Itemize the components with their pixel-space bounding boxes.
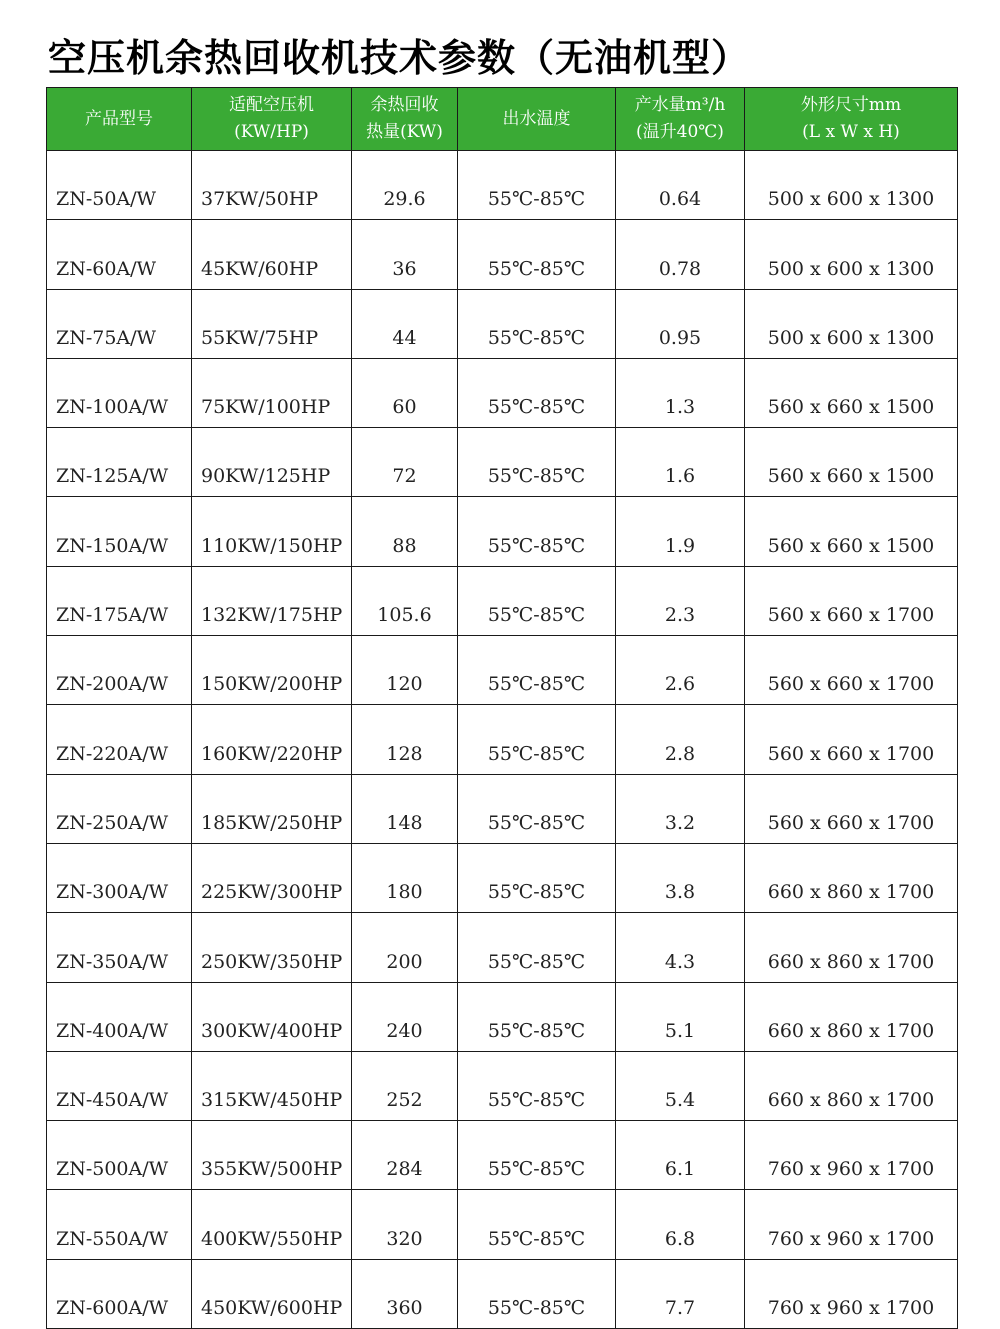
- outlet-temp-cell: 55℃-85℃: [458, 913, 616, 982]
- compressor-cell: 185KW/250HP: [192, 774, 352, 843]
- table-row: [47, 1190, 958, 1259]
- model-cell: ZN-75A/W: [47, 289, 192, 358]
- compressor-cell: 315KW/450HP: [192, 1051, 352, 1120]
- outlet-temp-cell: 55℃-85℃: [458, 1190, 616, 1259]
- heat-recovery-cell: 148: [352, 774, 458, 843]
- heat-recovery-cell: 128: [352, 705, 458, 774]
- compressor-cell: 45KW/60HP: [192, 220, 352, 289]
- compressor-cell: 90KW/125HP: [192, 428, 352, 497]
- header-water-output-note: (温升40℃): [636, 122, 724, 142]
- table-row: [47, 428, 958, 497]
- water-output-cell: 6.1: [616, 1121, 745, 1190]
- dimensions-cell: 560 x 660 x 1700: [745, 774, 958, 843]
- spec-table: [46, 87, 958, 1329]
- table-row: [47, 289, 958, 358]
- dimensions-cell: 760 x 960 x 1700: [745, 1121, 958, 1190]
- heat-recovery-cell: 88: [352, 497, 458, 566]
- header-compressor: [192, 88, 352, 151]
- heat-recovery-cell: 360: [352, 1259, 458, 1328]
- compressor-cell: 75KW/100HP: [192, 358, 352, 427]
- compressor-cell: 132KW/175HP: [192, 566, 352, 635]
- model-cell: ZN-150A/W: [47, 497, 192, 566]
- outlet-temp-cell: 55℃-85℃: [458, 982, 616, 1051]
- water-output-cell: 5.4: [616, 1051, 745, 1120]
- dimensions-cell: 500 x 600 x 1300: [745, 289, 958, 358]
- header-dimensions-unit: (L x W x H): [802, 122, 900, 142]
- header-model: [47, 88, 192, 151]
- dimensions-cell: 660 x 860 x 1700: [745, 843, 958, 912]
- heat-recovery-cell: 252: [352, 1051, 458, 1120]
- heat-recovery-cell: 60: [352, 358, 458, 427]
- heat-recovery-cell: 72: [352, 428, 458, 497]
- header-water-output: [616, 88, 745, 151]
- water-output-cell: 3.2: [616, 774, 745, 843]
- table-row: [47, 1051, 958, 1120]
- model-cell: ZN-300A/W: [47, 843, 192, 912]
- outlet-temp-cell: 55℃-85℃: [458, 1051, 616, 1120]
- compressor-cell: 250KW/350HP: [192, 913, 352, 982]
- header-heat-recovery-unit: 热量(KW): [366, 122, 443, 142]
- water-output-cell: 1.3: [616, 358, 745, 427]
- table-header: [47, 88, 958, 151]
- compressor-cell: 160KW/220HP: [192, 705, 352, 774]
- heat-recovery-cell: 105.6: [352, 566, 458, 635]
- outlet-temp-cell: 55℃-85℃: [458, 1121, 616, 1190]
- dimensions-cell: 560 x 660 x 1500: [745, 358, 958, 427]
- compressor-cell: 450KW/600HP: [192, 1259, 352, 1328]
- dimensions-cell: 500 x 600 x 1300: [745, 151, 958, 220]
- dimensions-cell: 560 x 660 x 1500: [745, 428, 958, 497]
- outlet-temp-cell: 55℃-85℃: [458, 151, 616, 220]
- outlet-temp-cell: 55℃-85℃: [458, 636, 616, 705]
- outlet-temp-cell: 55℃-85℃: [458, 289, 616, 358]
- heat-recovery-cell: 200: [352, 913, 458, 982]
- model-cell: ZN-220A/W: [47, 705, 192, 774]
- dimensions-cell: 660 x 860 x 1700: [745, 982, 958, 1051]
- model-cell: ZN-400A/W: [47, 982, 192, 1051]
- table-row: [47, 1121, 958, 1190]
- water-output-cell: 5.1: [616, 982, 745, 1051]
- water-output-cell: 1.6: [616, 428, 745, 497]
- heat-recovery-cell: 44: [352, 289, 458, 358]
- header-water-output-label: 产水量m³/h: [634, 95, 726, 115]
- header-compressor-label: 适配空压机: [229, 95, 314, 115]
- outlet-temp-cell: 55℃-85℃: [458, 497, 616, 566]
- heat-recovery-cell: 240: [352, 982, 458, 1051]
- dimensions-cell: 500 x 600 x 1300: [745, 220, 958, 289]
- table-row: [47, 1259, 958, 1328]
- model-cell: ZN-350A/W: [47, 913, 192, 982]
- table-row: [47, 151, 958, 220]
- water-output-cell: 0.95: [616, 289, 745, 358]
- model-cell: ZN-50A/W: [47, 151, 192, 220]
- outlet-temp-cell: 55℃-85℃: [458, 220, 616, 289]
- water-output-cell: 0.64: [616, 151, 745, 220]
- outlet-temp-cell: 55℃-85℃: [458, 843, 616, 912]
- dimensions-cell: 660 x 860 x 1700: [745, 913, 958, 982]
- heat-recovery-cell: 284: [352, 1121, 458, 1190]
- table-row: [47, 566, 958, 635]
- model-cell: ZN-250A/W: [47, 774, 192, 843]
- outlet-temp-cell: 55℃-85℃: [458, 358, 616, 427]
- compressor-cell: 225KW/300HP: [192, 843, 352, 912]
- header-outlet-temp: [458, 88, 616, 151]
- model-cell: ZN-600A/W: [47, 1259, 192, 1328]
- compressor-cell: 400KW/550HP: [192, 1190, 352, 1259]
- header-model-label: 产品型号: [85, 108, 153, 129]
- table-body: [47, 151, 958, 1329]
- water-output-cell: 6.8: [616, 1190, 745, 1259]
- header-heat-recovery: [352, 88, 458, 151]
- table-row: [47, 774, 958, 843]
- table-row: [47, 843, 958, 912]
- model-cell: ZN-100A/W: [47, 358, 192, 427]
- table-row: [47, 982, 958, 1051]
- header-heat-recovery-label: 余热回收: [370, 95, 439, 115]
- table-row: [47, 705, 958, 774]
- compressor-cell: 37KW/50HP: [192, 151, 352, 220]
- model-cell: ZN-200A/W: [47, 636, 192, 705]
- dimensions-cell: 560 x 660 x 1700: [745, 636, 958, 705]
- dimensions-cell: 760 x 960 x 1700: [745, 1190, 958, 1259]
- water-output-cell: 2.3: [616, 566, 745, 635]
- heat-recovery-cell: 29.6: [352, 151, 458, 220]
- page-title: 空压机余热回收机技术参数（无油机型）: [48, 36, 751, 80]
- heat-recovery-cell: 180: [352, 843, 458, 912]
- compressor-cell: 150KW/200HP: [192, 636, 352, 705]
- water-output-cell: 2.6: [616, 636, 745, 705]
- dimensions-cell: 560 x 660 x 1500: [745, 497, 958, 566]
- water-output-cell: 3.8: [616, 843, 745, 912]
- model-cell: ZN-175A/W: [47, 566, 192, 635]
- table-row: [47, 358, 958, 427]
- heat-recovery-cell: 36: [352, 220, 458, 289]
- compressor-cell: 55KW/75HP: [192, 289, 352, 358]
- table-row: [47, 220, 958, 289]
- header-compressor-unit: (KW/HP): [234, 122, 309, 142]
- dimensions-cell: 560 x 660 x 1700: [745, 705, 958, 774]
- outlet-temp-cell: 55℃-85℃: [458, 1259, 616, 1328]
- water-output-cell: 2.8: [616, 705, 745, 774]
- compressor-cell: 300KW/400HP: [192, 982, 352, 1051]
- header-outlet-temp-label: 出水温度: [502, 108, 571, 129]
- table-row: [47, 497, 958, 566]
- model-cell: ZN-125A/W: [47, 428, 192, 497]
- header-dimensions-label: 外形尺寸mm: [800, 95, 902, 115]
- compressor-cell: 355KW/500HP: [192, 1121, 352, 1190]
- dimensions-cell: 660 x 860 x 1700: [745, 1051, 958, 1120]
- water-output-cell: 7.7: [616, 1259, 745, 1328]
- model-cell: ZN-500A/W: [47, 1121, 192, 1190]
- outlet-temp-cell: 55℃-85℃: [458, 774, 616, 843]
- outlet-temp-cell: 55℃-85℃: [458, 705, 616, 774]
- heat-recovery-cell: 320: [352, 1190, 458, 1259]
- heat-recovery-cell: 120: [352, 636, 458, 705]
- water-output-cell: 4.3: [616, 913, 745, 982]
- water-output-cell: 1.9: [616, 497, 745, 566]
- model-cell: ZN-450A/W: [47, 1051, 192, 1120]
- dimensions-cell: 760 x 960 x 1700: [745, 1259, 958, 1328]
- header-dimensions: [745, 88, 958, 151]
- table-row: [47, 913, 958, 982]
- table-row: [47, 636, 958, 705]
- header-row: [47, 88, 958, 151]
- model-cell: ZN-550A/W: [47, 1190, 192, 1259]
- model-cell: ZN-60A/W: [47, 220, 192, 289]
- dimensions-cell: 560 x 660 x 1700: [745, 566, 958, 635]
- water-output-cell: 0.78: [616, 220, 745, 289]
- outlet-temp-cell: 55℃-85℃: [458, 428, 616, 497]
- outlet-temp-cell: 55℃-85℃: [458, 566, 616, 635]
- compressor-cell: 110KW/150HP: [192, 497, 352, 566]
